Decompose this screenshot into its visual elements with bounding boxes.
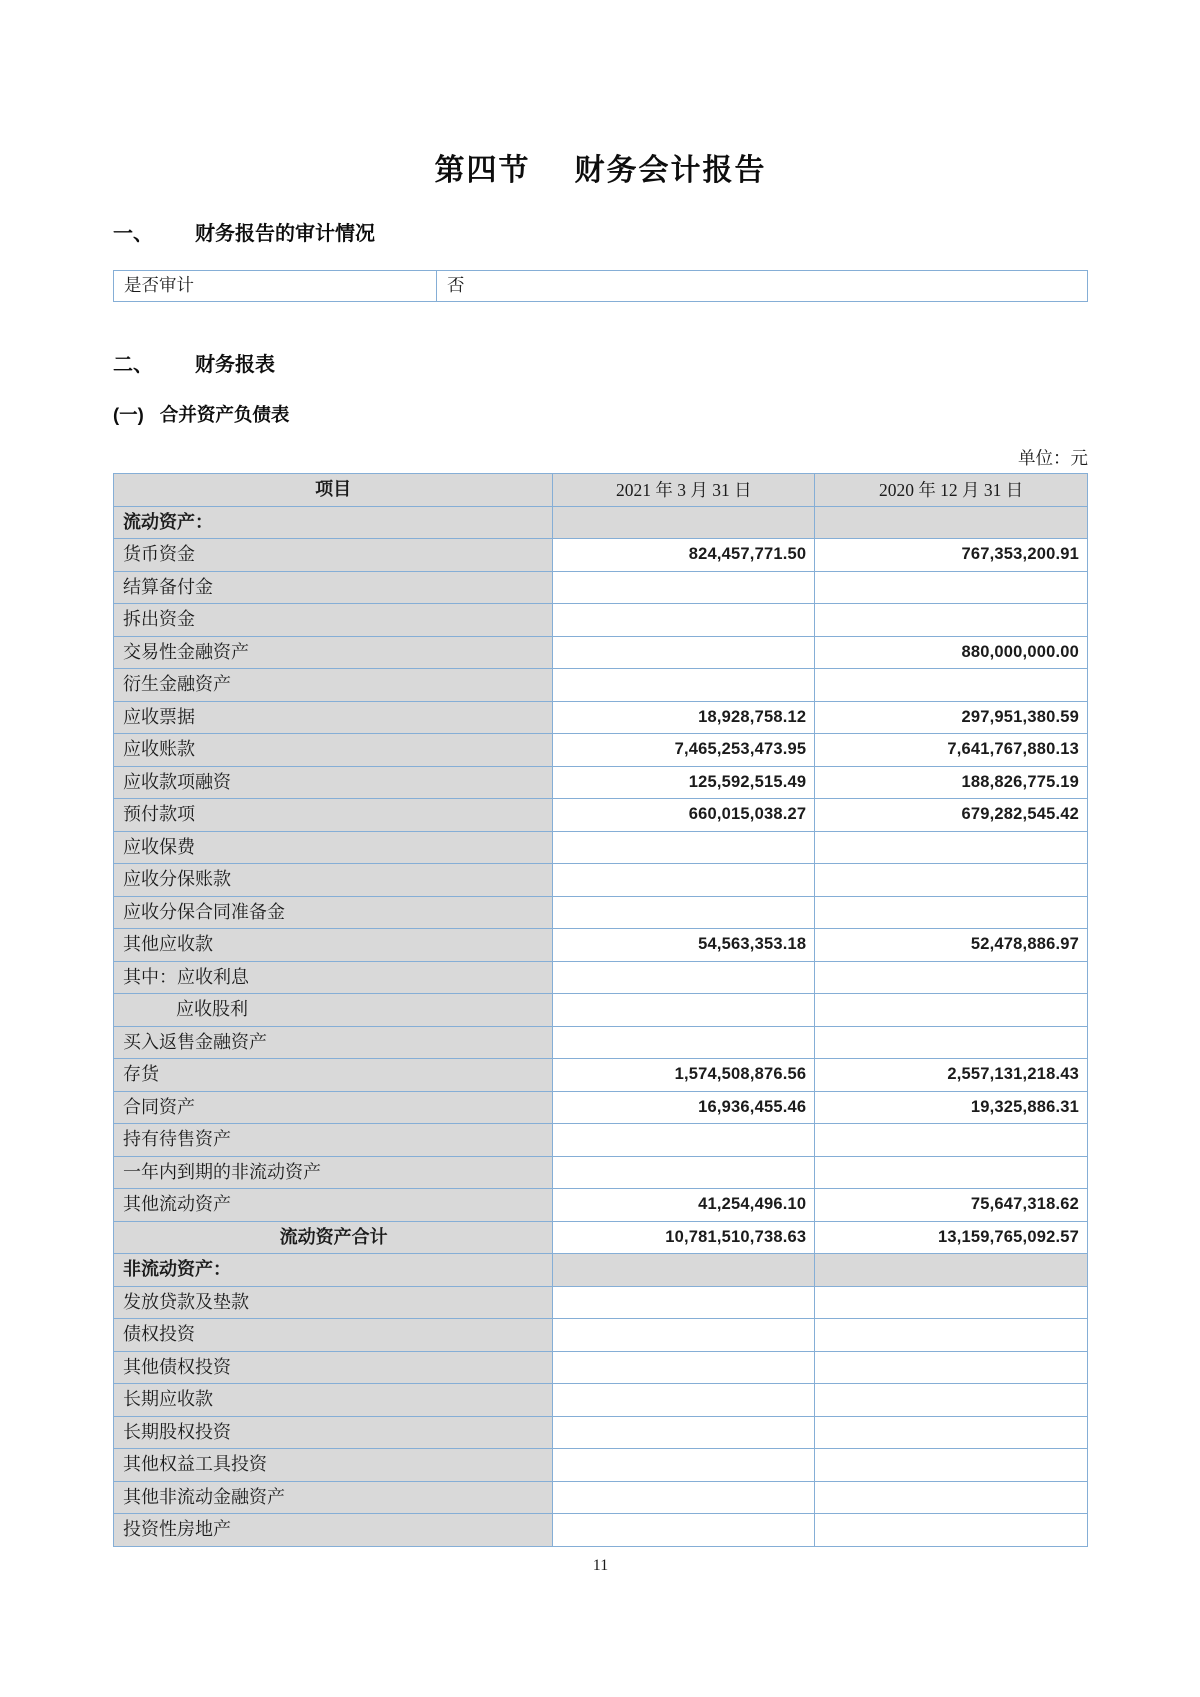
row-label-cell: 长期应收款 [114, 1384, 553, 1417]
row-label-cell: 应收票据 [114, 701, 553, 734]
value-cell-2020 [815, 1351, 1088, 1384]
value-cell-2021 [553, 1254, 815, 1287]
value-cell-2020: 188,826,775.19 [815, 766, 1088, 799]
audit-status-row [114, 271, 1088, 302]
table-row [114, 799, 1088, 832]
row-label-cell: 结算备付金 [114, 571, 553, 604]
table-row [114, 1384, 1088, 1417]
table-row [114, 1156, 1088, 1189]
value-cell-2021 [553, 669, 815, 702]
row-label-cell: 其他非流动金融资产 [114, 1481, 553, 1514]
header-cell-date-2021: 2021 年 3 月 31 日 [553, 474, 815, 507]
table-row [114, 1254, 1088, 1287]
table-row [114, 864, 1088, 897]
table-row [114, 1189, 1088, 1222]
table-row [114, 1124, 1088, 1157]
value-cell-2021: 10,781,510,738.63 [553, 1221, 815, 1254]
value-cell-2021 [553, 1449, 815, 1482]
value-cell-2020: 297,951,380.59 [815, 701, 1088, 734]
value-cell-2021 [553, 1416, 815, 1449]
value-cell-2020: 19,325,886.31 [815, 1091, 1088, 1124]
value-cell-2021: 125,592,515.49 [553, 766, 815, 799]
value-cell-2021: 54,563,353.18 [553, 929, 815, 962]
row-label-cell: 应收股利 [114, 994, 553, 1027]
subsection-heading-balance-sheet [113, 404, 1088, 426]
row-label-cell: 合同资产 [114, 1091, 553, 1124]
value-cell-2021 [553, 571, 815, 604]
value-cell-2020 [815, 961, 1088, 994]
value-cell-2020 [815, 994, 1088, 1027]
table-row [114, 1286, 1088, 1319]
value-cell-2021 [553, 506, 815, 539]
page-title-main: 财务会计报告 [574, 154, 767, 187]
value-cell-2020 [815, 1319, 1088, 1352]
value-cell-2020 [815, 1514, 1088, 1547]
row-label-cell: 存货 [114, 1059, 553, 1092]
table-row [114, 929, 1088, 962]
subsection-number: (一) [113, 404, 144, 425]
value-cell-2021: 660,015,038.27 [553, 799, 815, 832]
value-cell-2021 [553, 1384, 815, 1417]
table-row [114, 1059, 1088, 1092]
balance-sheet-header-row [114, 474, 1088, 507]
table-row [114, 1351, 1088, 1384]
row-label-cell: 发放贷款及垫款 [114, 1286, 553, 1319]
row-label-cell: 投资性房地产 [114, 1514, 553, 1547]
audit-answer-cell: 否 [436, 271, 1087, 302]
section-heading-audit [113, 221, 1088, 247]
value-cell-2021 [553, 1514, 815, 1547]
value-cell-2021: 18,928,758.12 [553, 701, 815, 734]
header-cell-date-2020: 2020 年 12 月 31 日 [815, 474, 1088, 507]
value-cell-2020: 13,159,765,092.57 [815, 1221, 1088, 1254]
table-row [114, 636, 1088, 669]
table-row [114, 1514, 1088, 1547]
row-label-cell: 流动资产： [114, 506, 553, 539]
value-cell-2020 [815, 669, 1088, 702]
section-number: 二、 [113, 354, 153, 376]
row-label-cell: 预付款项 [114, 799, 553, 832]
value-cell-2020 [815, 1416, 1088, 1449]
row-label-cell: 其他应收款 [114, 929, 553, 962]
value-cell-2021 [553, 1351, 815, 1384]
row-label-cell: 拆出资金 [114, 604, 553, 637]
row-label-cell: 债权投资 [114, 1319, 553, 1352]
table-row [114, 1091, 1088, 1124]
row-label-cell: 其他债权投资 [114, 1351, 553, 1384]
value-cell-2021 [553, 831, 815, 864]
table-row [114, 961, 1088, 994]
value-cell-2020: 767,353,200.91 [815, 539, 1088, 572]
table-row [114, 896, 1088, 929]
unit-label: 单位：元 [1018, 448, 1088, 468]
value-cell-2021 [553, 636, 815, 669]
value-cell-2021 [553, 1286, 815, 1319]
value-cell-2020: 75,647,318.62 [815, 1189, 1088, 1222]
page-content [113, 0, 1088, 1575]
section-heading-statements [113, 352, 1088, 378]
table-row [114, 1319, 1088, 1352]
value-cell-2021 [553, 1124, 815, 1157]
table-row [114, 506, 1088, 539]
value-cell-2021 [553, 896, 815, 929]
value-cell-2020 [815, 1449, 1088, 1482]
value-cell-2021 [553, 1156, 815, 1189]
audit-status-table [113, 270, 1088, 302]
table-row [114, 1481, 1088, 1514]
page-title [113, 0, 1088, 189]
page-title-prefix: 第四节 [434, 154, 531, 187]
subsection-title: 合并资产负债表 [159, 404, 290, 425]
row-label-cell: 一年内到期的非流动资产 [114, 1156, 553, 1189]
row-label-cell: 长期股权投资 [114, 1416, 553, 1449]
value-cell-2020 [815, 506, 1088, 539]
row-label-cell: 买入返售金融资产 [114, 1026, 553, 1059]
table-row [114, 766, 1088, 799]
table-row [114, 994, 1088, 1027]
row-label-cell: 货币资金 [114, 539, 553, 572]
row-label-cell: 交易性金融资产 [114, 636, 553, 669]
row-label-cell: 应收款项融资 [114, 766, 553, 799]
row-label-cell: 应收保费 [114, 831, 553, 864]
value-cell-2021: 41,254,496.10 [553, 1189, 815, 1222]
value-cell-2021 [553, 1319, 815, 1352]
row-label-cell: 其他流动资产 [114, 1189, 553, 1222]
balance-sheet-body [114, 506, 1088, 1546]
audit-question-cell: 是否审计 [114, 271, 437, 302]
value-cell-2021 [553, 864, 815, 897]
value-cell-2020 [815, 831, 1088, 864]
value-cell-2020 [815, 604, 1088, 637]
value-cell-2020 [815, 1286, 1088, 1319]
value-cell-2020: 679,282,545.42 [815, 799, 1088, 832]
table-row [114, 1416, 1088, 1449]
table-row [114, 604, 1088, 637]
table-row [114, 701, 1088, 734]
page-number: 11 [592, 1556, 609, 1574]
value-cell-2020: 7,641,767,880.13 [815, 734, 1088, 767]
value-cell-2020 [815, 864, 1088, 897]
value-cell-2021: 7,465,253,473.95 [553, 734, 815, 767]
table-row [114, 1449, 1088, 1482]
row-label-cell: 应收账款 [114, 734, 553, 767]
header-cell-item: 项目 [114, 474, 553, 507]
value-cell-2020 [815, 1481, 1088, 1514]
table-row [114, 1221, 1088, 1254]
row-label-cell: 非流动资产： [114, 1254, 553, 1287]
table-row [114, 831, 1088, 864]
table-row [114, 571, 1088, 604]
value-cell-2020 [815, 1254, 1088, 1287]
value-cell-2020: 2,557,131,218.43 [815, 1059, 1088, 1092]
value-cell-2021 [553, 604, 815, 637]
value-cell-2021 [553, 1026, 815, 1059]
value-cell-2020 [815, 571, 1088, 604]
row-label-cell: 其中：应收利息 [114, 961, 553, 994]
value-cell-2020 [815, 1384, 1088, 1417]
value-cell-2021 [553, 1481, 815, 1514]
value-cell-2020 [815, 1124, 1088, 1157]
balance-sheet-table [113, 473, 1088, 1547]
value-cell-2020 [815, 896, 1088, 929]
value-cell-2020 [815, 1156, 1088, 1189]
row-label-cell: 衍生金融资产 [114, 669, 553, 702]
row-label-cell: 应收分保账款 [114, 864, 553, 897]
table-row [114, 669, 1088, 702]
table-row [114, 539, 1088, 572]
value-cell-2020 [815, 1026, 1088, 1059]
section-number: 一、 [113, 223, 153, 245]
section-title: 财务报告的审计情况 [195, 223, 375, 245]
row-label-cell: 其他权益工具投资 [114, 1449, 553, 1482]
table-row [114, 1026, 1088, 1059]
value-cell-2021 [553, 994, 815, 1027]
row-label-cell: 持有待售资产 [114, 1124, 553, 1157]
value-cell-2020: 880,000,000.00 [815, 636, 1088, 669]
value-cell-2020: 52,478,886.97 [815, 929, 1088, 962]
table-row [114, 734, 1088, 767]
row-label-cell: 流动资产合计 [114, 1221, 553, 1254]
row-label-cell: 应收分保合同准备金 [114, 896, 553, 929]
value-cell-2021 [553, 961, 815, 994]
value-cell-2021: 16,936,455.46 [553, 1091, 815, 1124]
value-cell-2021: 824,457,771.50 [553, 539, 815, 572]
value-cell-2021: 1,574,508,876.56 [553, 1059, 815, 1092]
section-title: 财务报表 [195, 354, 275, 376]
